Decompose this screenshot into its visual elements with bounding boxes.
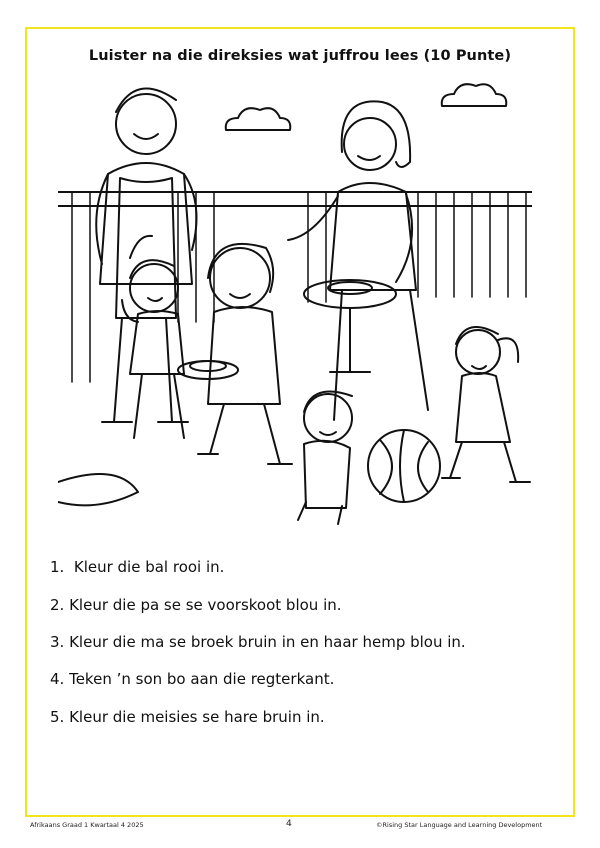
instruction-4 [50, 670, 334, 688]
instruction-3 [50, 633, 466, 651]
instruction-text: Teken ’n son bo aan die regterkant. [69, 670, 335, 688]
instruction-1 [50, 558, 224, 576]
instruction-2 [50, 596, 342, 614]
instruction-text: Kleur die meisies se hare bruin in. [69, 708, 325, 726]
instruction-number: 3. [50, 633, 65, 651]
page-title: Luister na die direksies wat juffrou lees (10 Punte) [88, 48, 512, 64]
instruction-number: 4. [50, 670, 65, 688]
footer-course: Afrikaans Graad 1 Kwartaal 4 2025 [30, 821, 144, 829]
instruction-text: Kleur die ma se broek bruin in en haar hemp blou in. [69, 633, 466, 651]
footer-copyright: ©Rising Star Language and Learning Development [376, 821, 543, 829]
instruction-number: 5. [50, 708, 65, 726]
instruction-5 [50, 708, 325, 726]
instruction-text: Kleur die pa se se voorskoot blou in. [69, 596, 342, 614]
instruction-number: 2. [50, 596, 65, 614]
instruction-text: Kleur die bal rooi in. [73, 558, 225, 576]
footer-page-number: 4 [286, 819, 292, 829]
family-picnic-coloring-icon [58, 82, 532, 528]
instruction-number: 1. [50, 558, 65, 576]
